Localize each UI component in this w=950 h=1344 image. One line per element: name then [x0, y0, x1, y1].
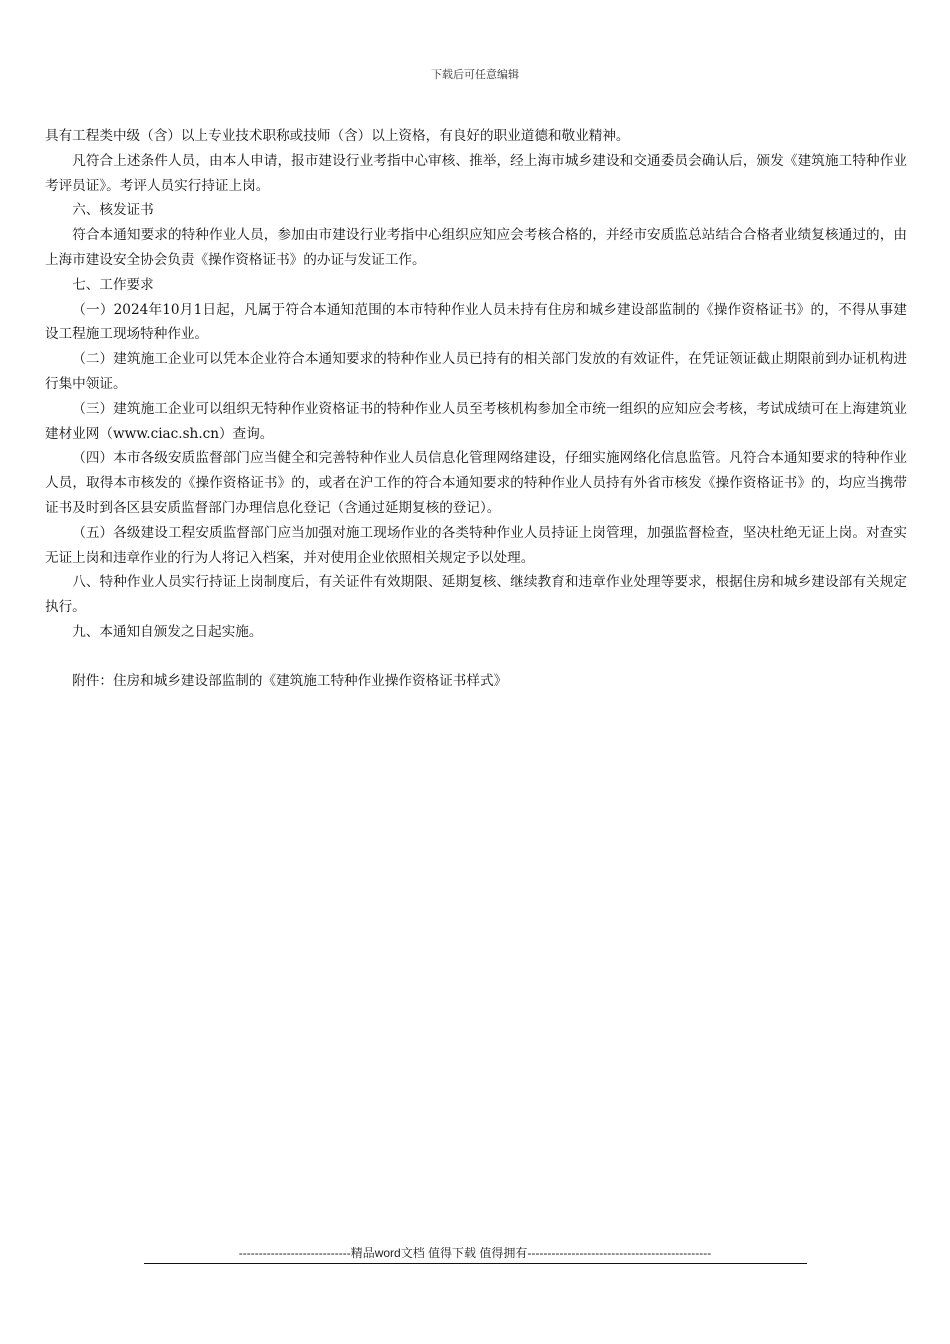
footer-text: ----------------------------精品word文档 值得下载 值得拥有---------------------------------------------- [238, 1246, 712, 1260]
paragraph: 凡符合上述条件人员，由本人申请，报市建设行业考指中心审核、推举，经上海市城乡建设和交通委员会确认后，颁发《建筑施工特种作业考评员证》。考评人员实行持证上岗。 [45, 152, 907, 194]
attachment-note: 附件：住房和城乡建设部监制的《建筑施工特种作业操作资格证书样式》 [72, 672, 508, 689]
paragraph: （一）2024年10月1日起，凡属于符合本通知范围的本市特种作业人员未持有住房和城乡建设部监制的《操作资格证书》的，不得从事建设工程施工现场特种作业。 [45, 301, 907, 343]
paragraph: （三）建筑施工企业可以组织无特种作业资格证书的特种作业人员至考核机构参加全市统一组织的应知应会考核，考试成绩可在上海建筑业建材业网（www.ciac.sh.cn）查询。 [45, 400, 907, 442]
footer-divider [144, 1263, 807, 1264]
paragraph: 具有工程类中级（含）以上专业技术职称或技师（含）以上资格，有良好的职业道德和敬业精神。 [45, 128, 630, 144]
paragraph: 八、特种作业人员实行持证上岗制度后，有关证件有效期限、延期复核、继续教育和违章作业处理等要求，根据住房和城乡建设部有关规定执行。 [45, 574, 907, 616]
section-heading: 七、工作要求 [72, 276, 154, 293]
paragraph: （二）建筑施工企业可以凭本企业符合本通知要求的特种作业人员已持有的相关部门发放的有效证件，在凭证领证截止期限前到办证机构进行集中领证。 [45, 351, 907, 392]
header-note: 下载后可任意编辑 [431, 68, 519, 81]
paragraph: （五）各级建设工程安质监督部门应当加强对施工现场作业的各类特种作业人员持证上岗管理，加强监督检查，坚决杜绝无证上岗。对查实无证上岗和违章作业的行为人将记入档案，并对使用企业依照相关规定予以处理。 [45, 524, 907, 566]
paragraph: 符合本通知要求的特种作业人员，参加由市建设行业考指中心组织应知应会考核合格的，并经市安质监总站结合合格者业绩复核通过的，由上海市建设安全协会负责《操作资格证书》的办证与发证工作。 [45, 227, 907, 268]
document-body [45, 124, 907, 694]
blank-line [45, 645, 907, 669]
paragraph: （四）本市各级安质监督部门应当健全和完善特种作业人员信息化管理网络建设，仔细实施网络化信息监管。凡符合本通知要求的特种作业人员，取得本市核发的《操作资格证书》的，或者在沪工作的符合本通知要求的特种作业人员持有外省市核发《操作资格证书》的，均应当携带证书及时到各区县安质监督部门办理信息化登记（含通过延期复核的登记）。 [45, 450, 907, 516]
paragraph: 九、本通知自颁发之日起实施。 [72, 623, 263, 640]
section-heading: 六、核发证书 [72, 202, 154, 219]
